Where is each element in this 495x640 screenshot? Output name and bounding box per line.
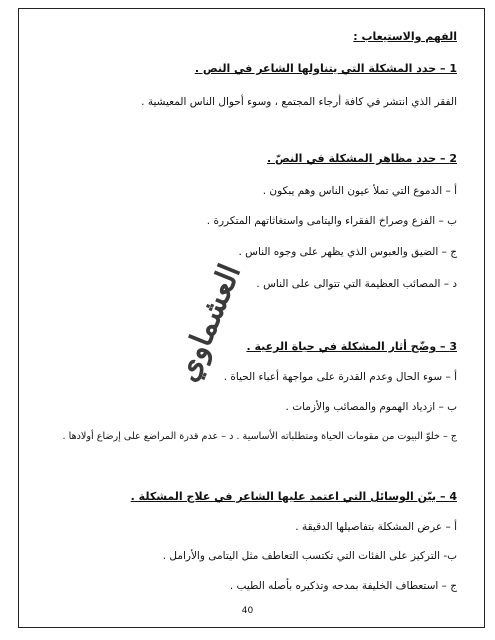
question-4-heading: 4 – بيّن الوسائل التي اعتمد عليها الشاعر في علاج المشكلة . [130, 490, 457, 503]
question-2-heading: 2 – حدد مظاهر المشكلة في النصّ . [267, 152, 457, 165]
page-number: 40 [241, 606, 254, 616]
question-2-item-c: ج – الضيق والعبوس الذي يظهر على وجوه الناس . [238, 246, 457, 258]
question-4-item-c: ج – استعطاف الخليفة بمدحه وتذكيره بأصله الطيب . [229, 580, 457, 592]
question-3-heading: 3 – وضّح أثار المشكلة في حياة الرعية . [246, 340, 457, 353]
question-3-item-a: أ – سوء الحال وعدم القدرة على مواجهة أعباء الحياة . [223, 371, 457, 383]
question-3-item-c-d: ج – خلوّ البيوت من مقومات الحياة ومتطلباته الأساسية . د – عدم قدرة المراضع على إرضاع أولادها . [62, 431, 457, 442]
author-watermark: العشماوي [169, 259, 249, 387]
section-title: الفهم والاستيعاب : [353, 30, 457, 43]
question-2-item-d: د – المصائب العظيمة التي تتوالى على الناس . [256, 278, 457, 290]
question-3-item-b: ب – ازدياد الهموم والمصائب والأزمات . [285, 401, 457, 413]
question-4-item-a: أ – عرض المشكلة بتفاصيلها الدقيقة . [295, 521, 457, 533]
question-1-heading: 1 – حدد المشكلة التي يتناولها الشاعر في النص . [194, 62, 457, 75]
question-2-item-a: أ – الدموع التي تملأ عيون الناس وهم يبكون . [262, 185, 457, 197]
question-2-item-b: ب – الفزع وصراخ الفقراء واليتامى واستغاثاتهم المتكررة . [206, 215, 457, 227]
question-4-item-b: ب- التركيز على الفئات التي تكتسب التعاطف مثل اليتامى والأرامل . [162, 550, 457, 562]
question-1-answer: الفقر الذي انتشر في كافة أرجاء المجتمع ، وسوء أحوال الناس المعيشية . [141, 96, 457, 108]
